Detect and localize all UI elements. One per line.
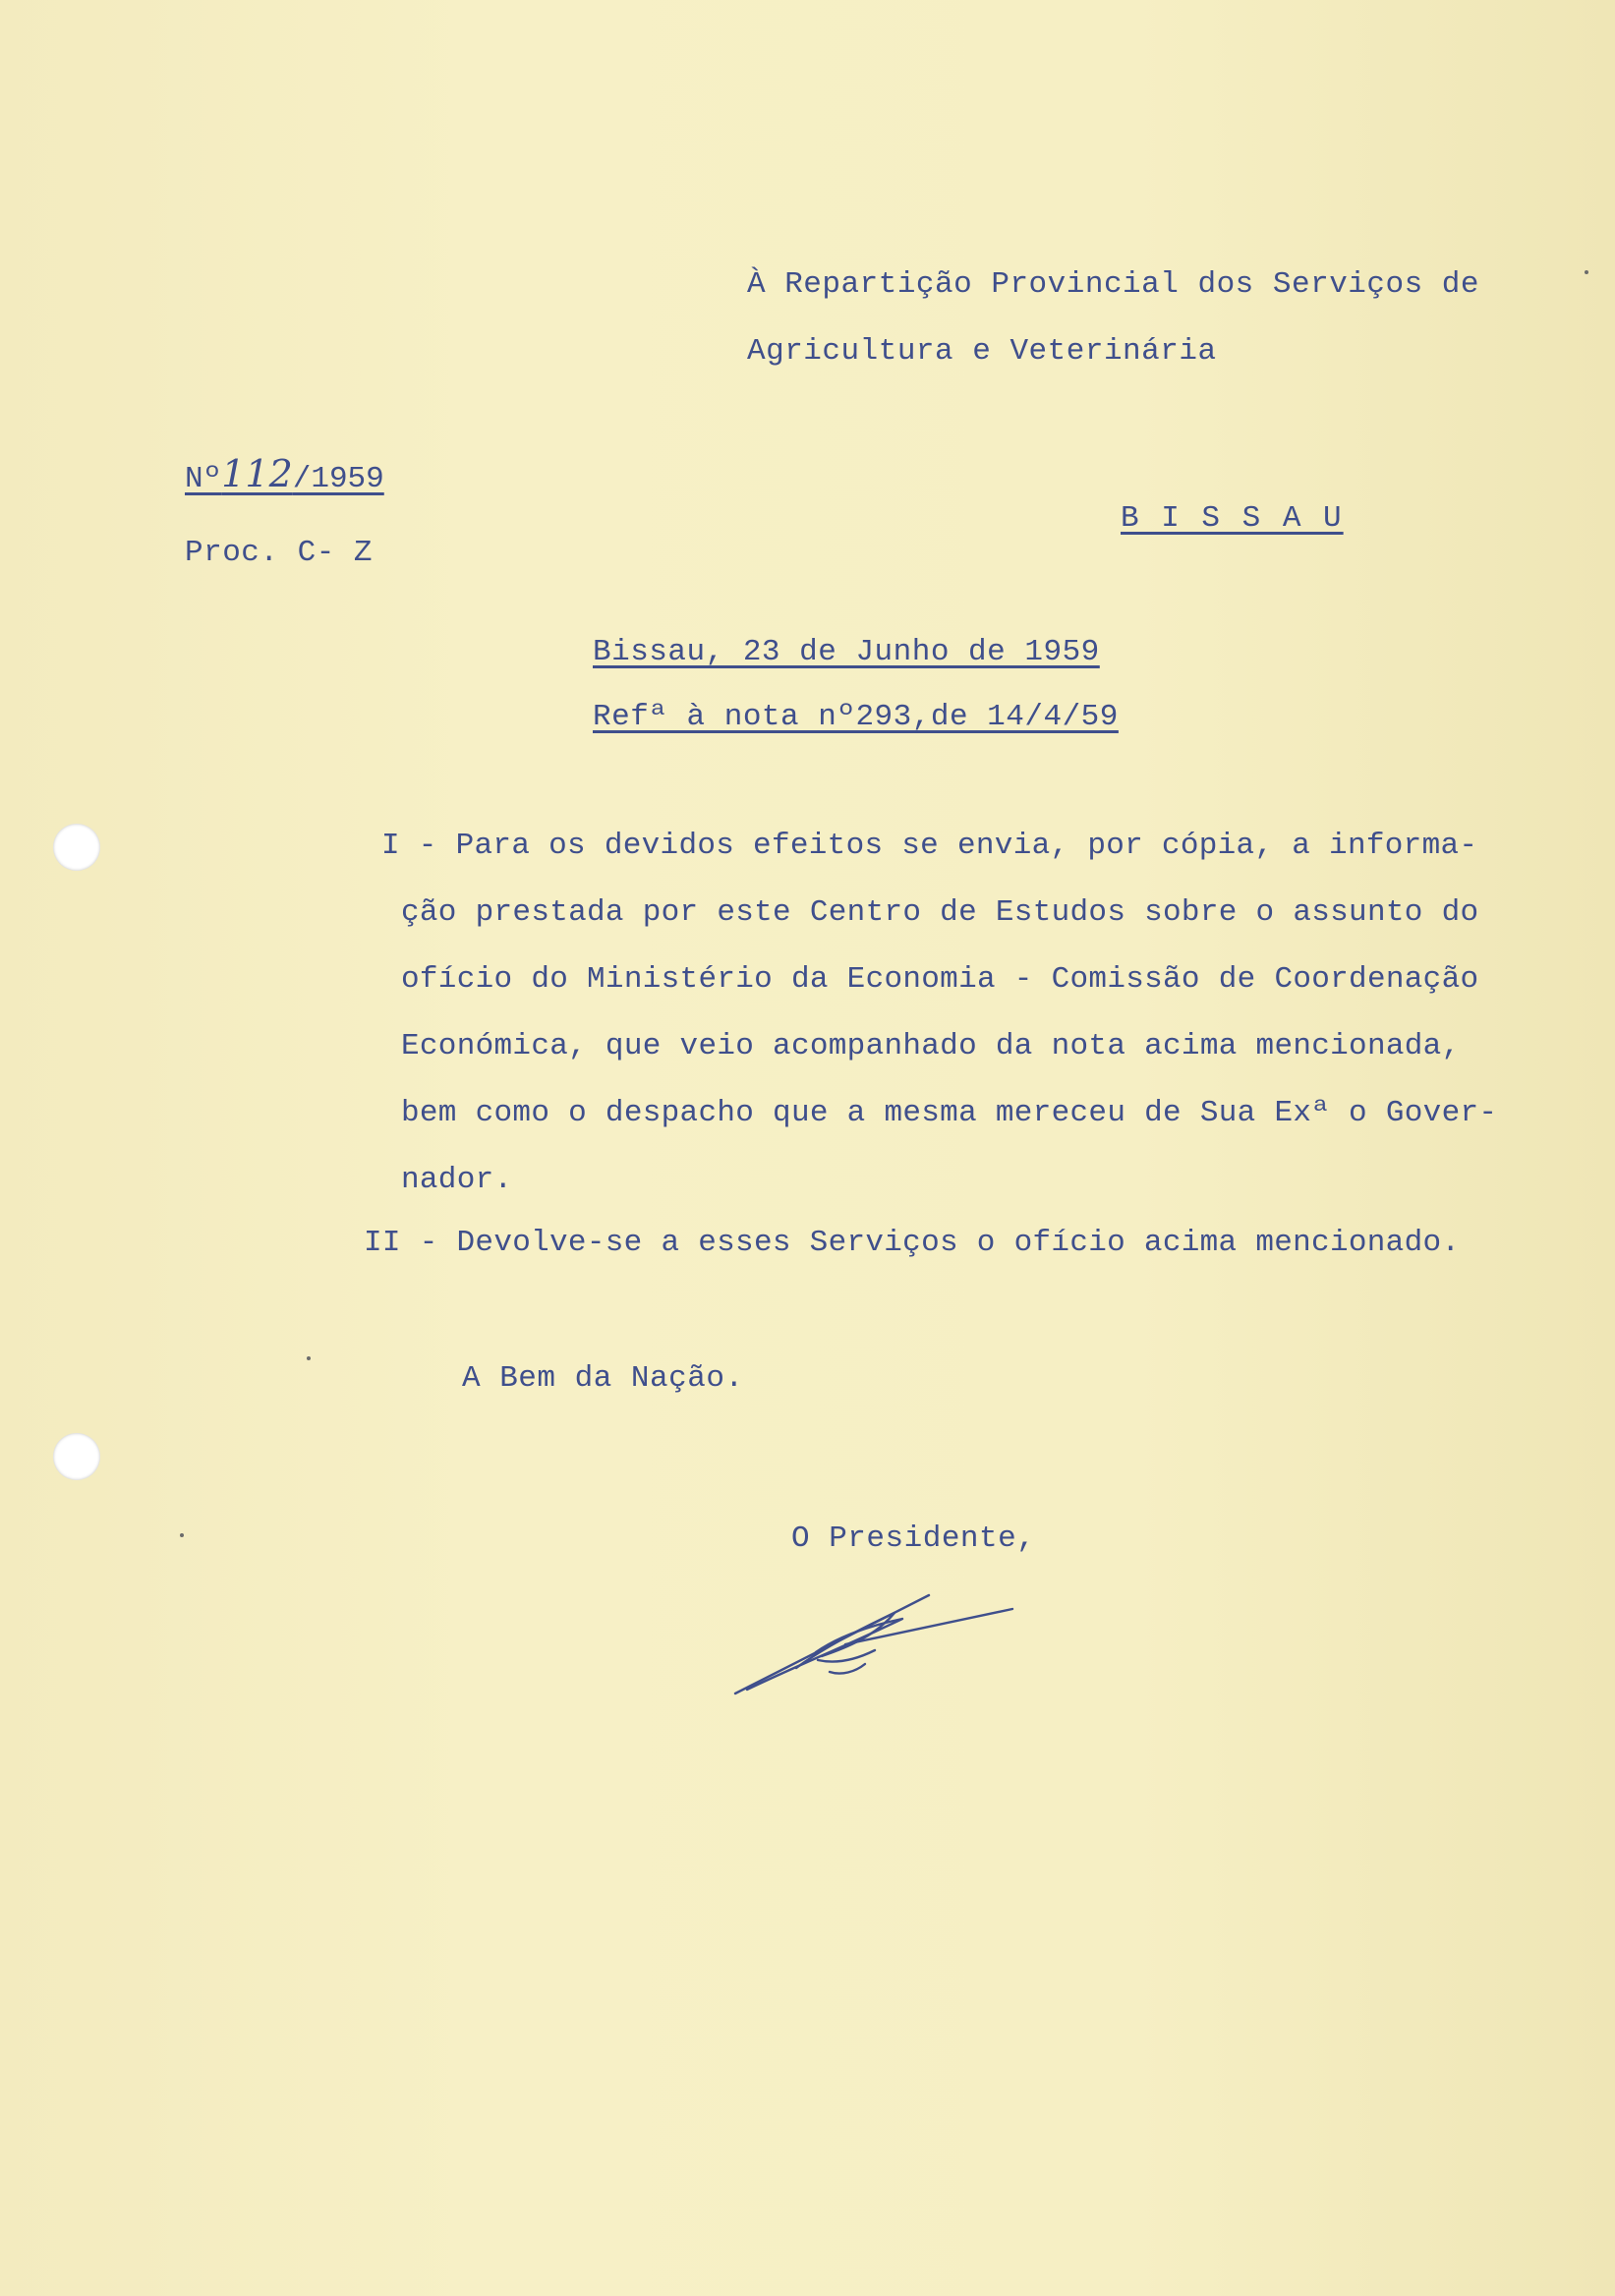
paragraph-1-line: I - Para os devidos efeitos se envia, por cópia, a informa- (381, 829, 1478, 863)
paragraph-1-line: ofício do Ministério da Economia - Comissão de Coordenação (401, 962, 1479, 997)
paragraph-1-line: nador. (401, 1163, 513, 1197)
reference-number-handwritten: 112 (221, 452, 293, 495)
punch-hole-bottom (53, 1433, 100, 1480)
punch-hole-top (53, 824, 100, 871)
place-date: Bissau, 23 de Junho de 1959 (593, 635, 1100, 669)
signature (727, 1587, 1022, 1705)
paragraph-1-line: bem como o despacho que a mesma mereceu de Sua Exª o Gover- (401, 1096, 1498, 1130)
process-code: Proc. C- Z (185, 536, 374, 570)
paragraph-1-line: Económica, que veio acompanhado da nota acima mencionada, (401, 1029, 1461, 1063)
reference-number-prefix: Nº (185, 462, 222, 496)
signatory-title: O Presidente, (791, 1521, 1036, 1556)
paper-speck (307, 1356, 311, 1360)
reference-note: Refª à nota nº293,de 14/4/59 (593, 700, 1119, 734)
salutation: A Bem da Nação. (462, 1361, 744, 1396)
reference-number (185, 452, 384, 496)
addressee-city: B I S S A U (1121, 501, 1344, 536)
paragraph-1-line: ção prestada por este Centro de Estudos sobre o assunto do (401, 895, 1479, 930)
paper-speck (180, 1533, 184, 1537)
paragraph-2: II - Devolve-se a esses Serviços o ofício acima mencionado. (364, 1226, 1461, 1260)
addressee-line-2: Agricultura e Veterinária (747, 334, 1217, 369)
paper-speck (1585, 270, 1588, 274)
reference-number-year: /1959 (292, 462, 384, 496)
addressee-line-1: À Repartição Provincial dos Serviços de (747, 267, 1480, 302)
